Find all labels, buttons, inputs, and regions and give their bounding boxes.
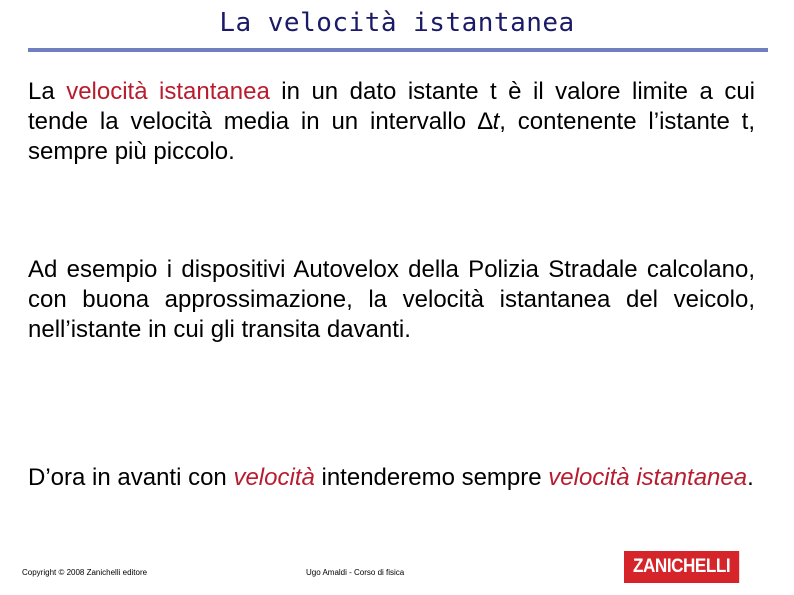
zanichelli-logo: ZANICHELLI: [624, 551, 739, 583]
copyright-text: Copyright © 2008 Zanichelli editore: [22, 568, 148, 577]
title-divider: [28, 48, 768, 52]
text-segment: .: [747, 464, 754, 491]
highlight-term: velocità istantanea: [548, 464, 748, 491]
convention-paragraph: [28, 463, 755, 493]
text-segment: , contenente l’istante t, sempre più piccolo.: [28, 108, 756, 165]
time-variable: t: [492, 108, 500, 135]
course-text: Ugo Amaldi - Corso di fisica: [306, 568, 405, 577]
text-segment: D’ora in avanti con: [28, 464, 234, 491]
definition-paragraph: [28, 77, 755, 167]
example-paragraph: Ad esempio i dispositivi Autovelox della Polizia Stradale calcolano, con buona approssimazione, la velocità istantanea del veicolo, nell’istante in cui gli transita davanti.: [28, 256, 755, 343]
slide-title: La velocità istantanea: [219, 8, 575, 38]
text-segment: La: [28, 78, 67, 105]
delta-symbol: ∆: [477, 108, 493, 135]
highlight-term: velocità: [233, 464, 315, 491]
text-segment: in un dato istante t è il valore limite a cui tende la velocità media in un intervallo: [28, 78, 755, 135]
text-segment: intenderemo sempre: [314, 464, 549, 491]
highlight-term: velocità istantanea: [66, 78, 270, 105]
